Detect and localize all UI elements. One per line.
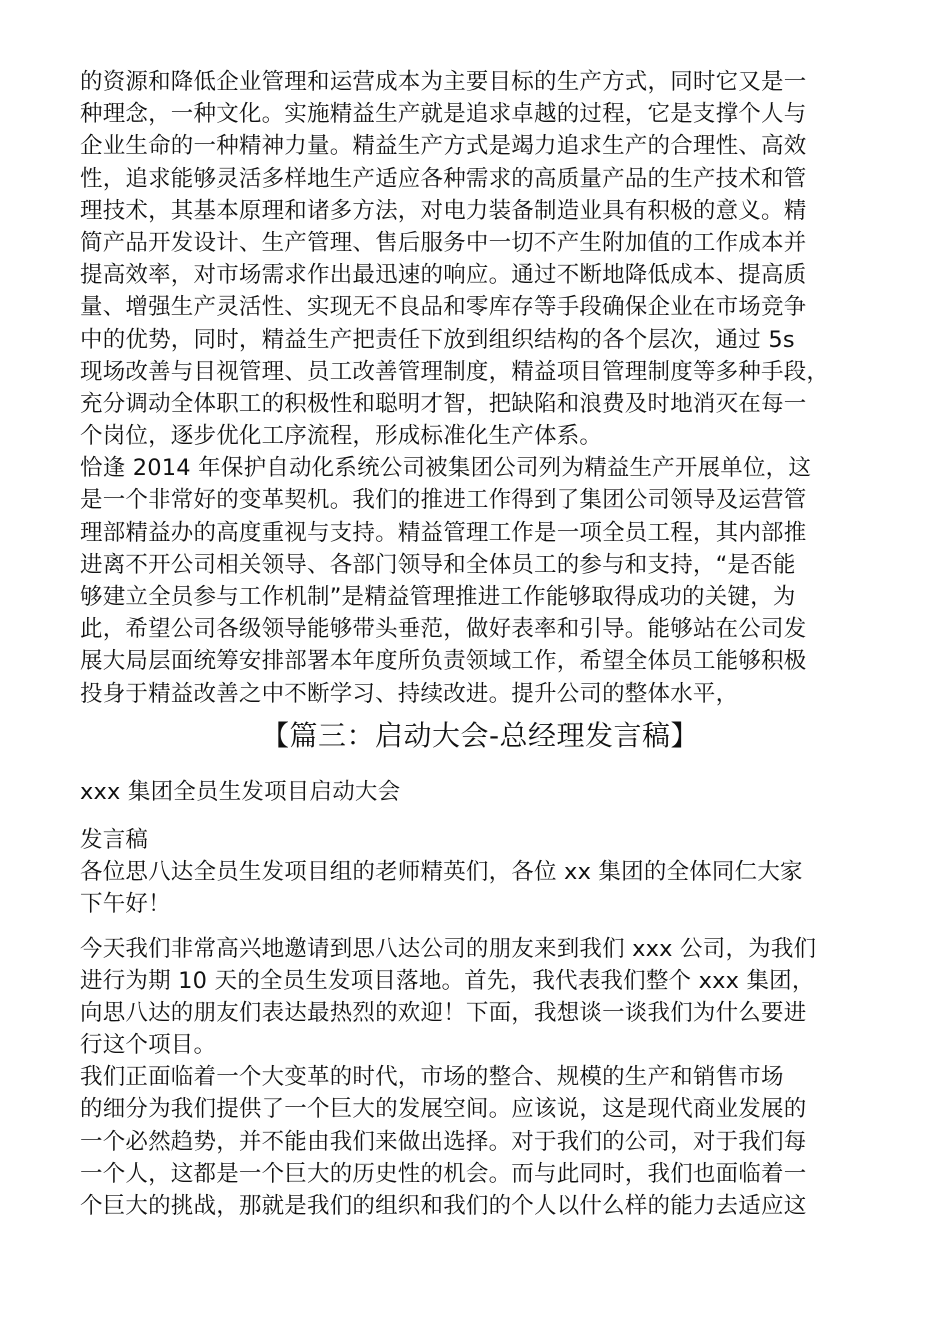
text-line: 种理念，一种文化。实施精益生产就是追求卓越的过程，它是支撑个人与 [80, 101, 807, 128]
text-line: 各位思八达全员生发项目组的老师精英们，各位 xx 集团的全体同仁大家 [80, 859, 803, 886]
text-line: 中的优势，同时，精益生产把责任下放到组织结构的各个层次，通过 5s [80, 326, 795, 353]
spacer [80, 760, 880, 776]
text-line: 此，希望公司各级领导能够带头垂范，做好表率和引导。能够站在公司发 [80, 616, 807, 643]
text-line: 理技术，其基本原理和诸多方法，对电力装备制造业具有积极的意义。精 [80, 197, 807, 224]
text-line: 够建立全员参与工作机制”是精益管理推进工作能够取得成功的关键，为 [80, 584, 796, 610]
text-line: 理部精益办的高度重视与支持。精益管理工作是一项全员工程，其内部推 [80, 519, 807, 546]
text-line: 现场改善与目视管理、员工改善管理制度，精益项目管理制度等多种手段， [80, 358, 830, 385]
text-line: 恰逢 2014 年保护自动化系统公司被集团公司列为精益生产开展单位，这 [80, 455, 812, 482]
paragraph-era-of-change [80, 1061, 880, 1222]
text-line: 量、增强生产灵活性、实现无不良品和零库存等手段确保企业在市场竞争 [80, 294, 807, 321]
text-line: 个岗位，逐步优化工序流程，形成标准化生产体系。 [80, 423, 603, 450]
spacer [80, 921, 880, 933]
text-line: 下午好！ [80, 891, 171, 918]
text-line: 进离不开公司相关领导、各部门领导和全体员工的参与和支持，“是否能 [80, 551, 796, 578]
document-page [80, 66, 880, 1222]
paragraph-lean-production [80, 66, 880, 452]
text-line: 今天我们非常高兴地邀请到思八达公司的朋友来到我们 xxx 公司，为我们 [80, 935, 817, 962]
text-line: 提高效率，对市场需求作出最迅速的响应。通过不断地降低成本、提高质 [80, 262, 807, 289]
text-line: 是一个非常好的变革契机。我们的推进工作得到了集团公司领导及运营管 [80, 487, 807, 514]
meeting-title: xxx 集团全员生发项目启动大会 [80, 778, 401, 805]
text-line: 向思八达的朋友们表达最热烈的欢迎！下面，我想谈一谈我们为什么要进 [80, 999, 807, 1026]
text-line: 性，追求能够灵活多样地生产适应各种需求的高质量产品的生产技术和管 [80, 165, 807, 192]
greeting [80, 856, 880, 920]
text-line: 一个人，这都是一个巨大的历史性的机会。而与此同时，我们也面临着一 [80, 1160, 807, 1187]
text-line: 简产品开发设计、生产管理、售后服务中一切不产生附加值的工作成本并 [80, 229, 807, 256]
text-line: 进行为期 10 天的全员生发项目落地。首先，我代表我们整个 xxx 集团， [80, 967, 815, 994]
text-line: 一个必然趋势，并不能由我们来做出选择。对于我们的公司，对于我们每 [80, 1128, 807, 1155]
text-line: 充分调动全体职工的积极性和聪明才智，把缺陷和浪费及时地消灭在每一 [80, 390, 807, 417]
spacer [80, 808, 880, 824]
paragraph-welcome [80, 933, 880, 1062]
text-line: 个巨大的挑战，那就是我们的组织和我们的个人以什么样的能力去适应这 [80, 1193, 807, 1219]
text-line: 企业生命的一种精神力量。精益生产方式是竭力追求生产的合理性、高效 [80, 133, 807, 160]
text-line: 的资源和降低企业管理和运营成本为主要目标的生产方式，同时它又是一 [80, 69, 807, 95]
text-line: 投身于精益改善之中不断学习、持续改进。提升公司的整体水平， [80, 680, 739, 707]
text-line: 行这个项目。 [80, 1032, 217, 1059]
text-line: 的细分为我们提供了一个巨大的发展空间。应该说，这是现代商业发展的 [80, 1096, 807, 1123]
text-line: 我们正面临着一个大变革的时代，市场的整合、规模的生产和销售市场 [80, 1064, 784, 1091]
paragraph-2014-initiative [80, 452, 880, 710]
text-line: 展大局层面统筹安排部署本年度所负责领域工作，希望全体员工能够积极 [80, 648, 807, 675]
speech-label: 发言稿 [80, 826, 149, 853]
section-heading: 【篇三：启动大会-总经理发言稿】 [260, 718, 700, 752]
